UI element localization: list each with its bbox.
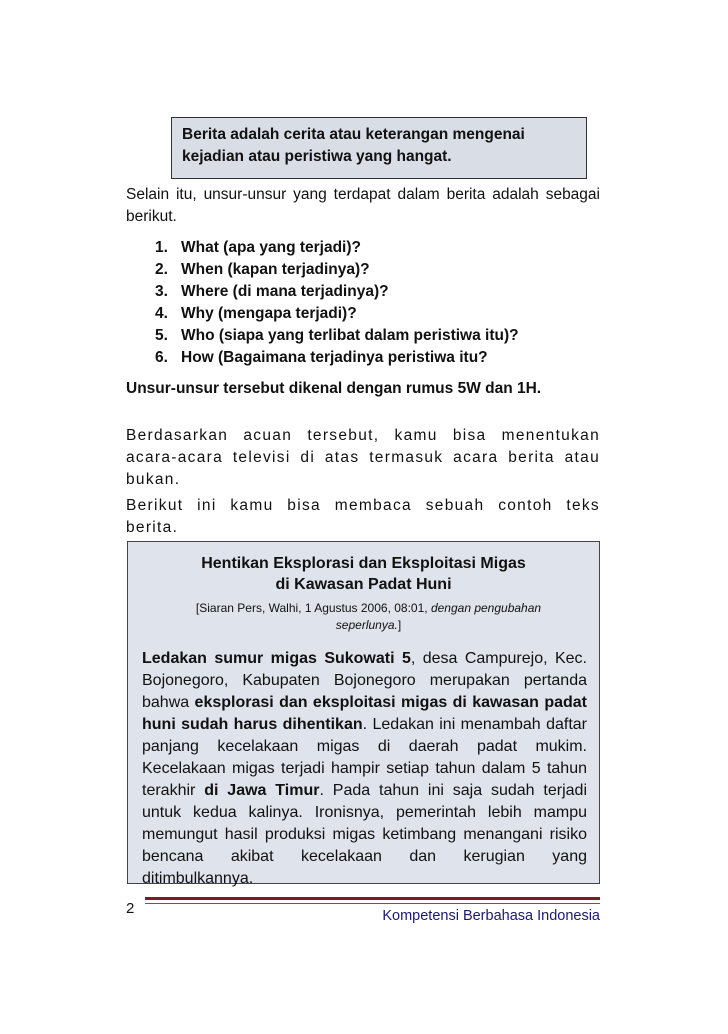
list-item: 3. Where (di mana terjadinya)?	[155, 283, 389, 300]
news-source: [Siaran Pers, Walhi, 1 Agustus 2006, 08:01, dengan pengubahan seperlunya.]	[195, 601, 542, 632]
footer-rule-thin	[145, 903, 600, 904]
definition-line-2: kejadian atau peristiwa yang hangat.	[182, 148, 452, 165]
footer-title: Kompetensi Berbahasa Indonesia	[382, 908, 600, 924]
list-item: 5. Who (siapa yang terlibat dalam peristiwa itu)?	[155, 327, 519, 344]
list-item: 4. Why (mengapa terjadi)?	[155, 305, 357, 322]
news-box	[127, 541, 600, 887]
list-item: 1. What (apa yang terjadi)?	[155, 239, 361, 256]
news-body: Ledakan sumur migas Sukowati 5, desa Campurejo, Kec. Bojonegoro, Kabupaten Bojonegoro merupakan pertanda bahwa eksplorasi dan eksploitasi migas di kawasan padat huni sudah harus dihentikan. Ledakan ini menambah daftar panjang kecelakaan migas di daerah padat mukim. Kecelakaan migas terjadi hampir setiap tahun dalam 5 tahun terakhir di Jawa Timur. Pada tahun ini saja sudah terjadi untuk kedua kalinya. Ironisnya, pemerintah lebih mampu memungut hasil produksi migas ketimbang menangani risiko bencana akibat kecelakaan dan kerugian yang ditimbulkannya.	[142, 650, 588, 887]
footer-rule	[145, 897, 600, 900]
list-item: 6. How (Bagaimana terjadinya peristiwa itu?	[155, 349, 488, 366]
list-item: 2. When (kapan terjadinya)?	[155, 261, 370, 278]
contoh-paragraph: Berikut ini kamu bisa membaca sebuah contoh teks berita.	[126, 497, 600, 536]
news-elements-list	[155, 237, 519, 369]
formula-paragraph: Unsur-unsur tersebut dikenal dengan rumus 5W dan 1H.	[126, 380, 542, 397]
news-title: Hentikan Eksplorasi dan Eksploitasi Migas di Kawasan Padat Huni	[201, 555, 526, 593]
acuan-paragraph: Berdasarkan acuan tersebut, kamu bisa menentukan acara-acara televisi di atas termasuk acara berita atau bukan.	[126, 427, 600, 488]
page-number: 2	[126, 900, 135, 917]
definition-box	[171, 117, 587, 179]
definition-line-1: Berita adalah cerita atau keterangan mengenai	[182, 126, 525, 143]
intro-paragraph: Selain itu, unsur-unsur yang terdapat dalam berita adalah sebagai berikut.	[126, 186, 600, 225]
